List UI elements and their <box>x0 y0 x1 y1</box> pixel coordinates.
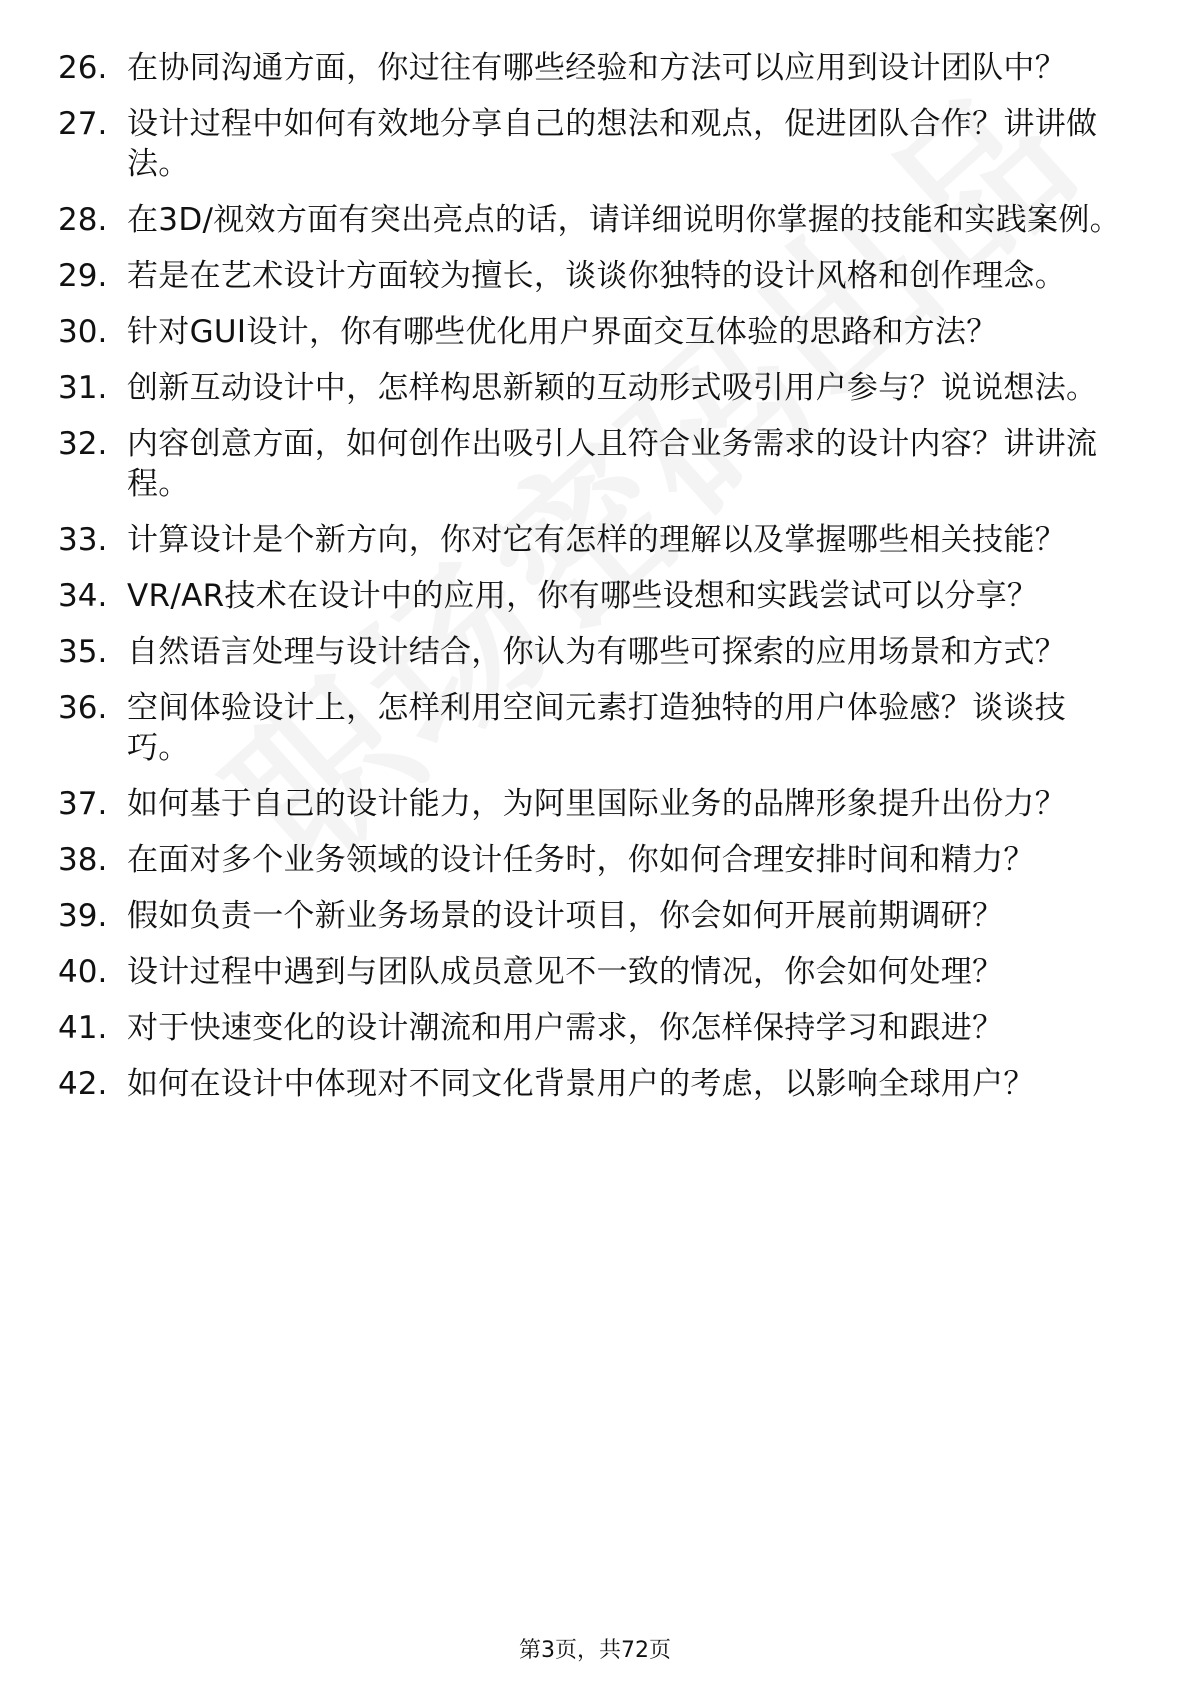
question-item-32 <box>0 424 1190 504</box>
question-number: 36. <box>58 690 108 726</box>
question-text: 对于快速变化的设计潮流和用户需求，你怎样保持学习和跟进？ <box>127 1010 1004 1046</box>
question-number: 40. <box>58 954 108 990</box>
question-number: 27. <box>58 106 108 142</box>
question-number: 29. <box>58 258 108 294</box>
question-number: 30. <box>58 314 108 350</box>
question-item-36 <box>0 688 1190 768</box>
question-item-26 <box>0 48 1190 88</box>
question-number: 37. <box>58 786 108 822</box>
question-text: 如何在设计中体现对不同文化背景用户的考虑，以影响全球用户？ <box>127 1066 1035 1102</box>
question-text: 在协同沟通方面，你过往有哪些经验和方法可以应用到设计团队中？ <box>127 50 1066 86</box>
question-text: 在3D/视效方面有突出亮点的话，请详细说明你掌握的技能和实践案例。 <box>127 202 1121 238</box>
question-text: 计算设计是个新方向，你对它有怎样的理解以及掌握哪些相关技能？ <box>127 522 1066 558</box>
question-number: 38. <box>58 842 108 878</box>
question-item-41 <box>0 1008 1190 1048</box>
question-text: 设计过程中遇到与团队成员意见不一致的情况，你会如何处理？ <box>127 954 1004 990</box>
question-item-33 <box>0 520 1190 560</box>
question-text: 针对GUI设计，你有哪些优化用户界面交互体验的思路和方法？ <box>127 314 998 350</box>
page-number: 第3页，共72页 <box>519 1638 671 1663</box>
question-text: 如何基于自己的设计能力，为阿里国际业务的品牌形象提升出份力？ <box>127 786 1066 822</box>
question-number: 41. <box>58 1010 108 1046</box>
question-number: 34. <box>58 578 108 614</box>
question-number: 28. <box>58 202 108 238</box>
question-number: 39. <box>58 898 108 934</box>
question-number: 26. <box>58 50 108 86</box>
question-number: 31. <box>58 370 108 406</box>
question-item-42 <box>0 1064 1190 1104</box>
question-item-31 <box>0 368 1190 408</box>
question-item-27 <box>0 104 1190 184</box>
question-item-34 <box>0 576 1190 616</box>
question-text: 假如负责一个新业务场景的设计项目，你会如何开展前期调研？ <box>127 898 1004 934</box>
question-number: 42. <box>58 1066 108 1102</box>
question-list <box>0 48 1190 1104</box>
question-text: VR/AR技术在设计中的应用，你有哪些设想和实践尝试可以分享？ <box>127 578 1039 614</box>
question-item-37 <box>0 784 1190 824</box>
question-item-35 <box>0 632 1190 672</box>
question-text: 内容创意方面，如何创作出吸引人且符合业务需求的设计内容？讲讲流程。 <box>127 426 1098 502</box>
question-item-39 <box>0 896 1190 936</box>
question-item-30 <box>0 312 1190 352</box>
question-text: 设计过程中如何有效地分享自己的想法和观点，促进团队合作？讲讲做法。 <box>127 106 1098 182</box>
question-text: 若是在艺术设计方面较为擅长，谈谈你独特的设计风格和创作理念。 <box>127 258 1066 294</box>
question-item-28 <box>0 200 1190 240</box>
question-text: 自然语言处理与设计结合，你认为有哪些可探索的应用场景和方式？ <box>127 634 1066 670</box>
question-number: 33. <box>58 522 108 558</box>
question-number: 35. <box>58 634 108 670</box>
question-text: 创新互动设计中，怎样构思新颖的互动形式吸引用户参与？说说想法。 <box>127 370 1098 406</box>
question-item-40 <box>0 952 1190 992</box>
question-text: 在面对多个业务领域的设计任务时，你如何合理安排时间和精力？ <box>127 842 1035 878</box>
question-number: 32. <box>58 426 108 462</box>
question-text: 空间体验设计上，怎样利用空间元素打造独特的用户体验感？谈谈技巧。 <box>127 690 1066 766</box>
question-item-29 <box>0 256 1190 296</box>
question-item-38 <box>0 840 1190 880</box>
